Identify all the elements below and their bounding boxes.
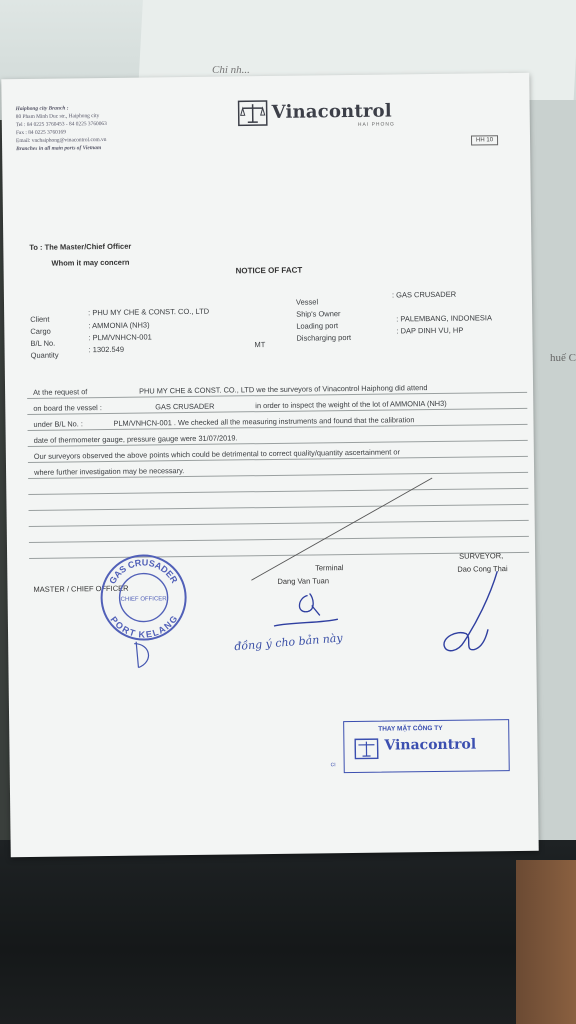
client-label: Client	[30, 314, 50, 324]
owner-label: Ship's Owner	[296, 309, 341, 319]
master-signature	[128, 637, 158, 671]
terminal-label: Terminal	[315, 563, 344, 573]
terminal-name: Dang Van Tuan	[277, 576, 330, 586]
handwritten-note: đồng ý cho bản này	[233, 631, 344, 654]
terminal-signature	[264, 589, 345, 634]
scales-icon	[238, 100, 268, 126]
ship-stamp-center: CHIEF OFFICER	[120, 596, 167, 603]
notice-document	[1, 73, 538, 857]
logo-wordmark: Vinacontrol	[271, 100, 392, 123]
branch-tel: Tel : 84 0225 3760453 - 84 0225 3760063	[15, 120, 107, 129]
cargo-label: Cargo	[30, 326, 51, 336]
logo-subtitle: HAI PHONG	[357, 121, 395, 128]
loading-value: : PALEMBANG, INDONESIA	[396, 313, 492, 324]
branch-title: Haiphong city Branch :	[15, 105, 69, 113]
letterhead-branch	[16, 104, 108, 153]
quantity-unit: MT	[254, 340, 266, 350]
surveyor-name: Dao Cong Thai	[457, 564, 508, 574]
ship-stamp	[97, 551, 190, 644]
branch-fax: Fax : 84 0225 3760169	[15, 129, 66, 137]
client-value: : PHU MY CHE & CONST. CO., LTD	[88, 306, 210, 318]
background-wood	[516, 860, 576, 1024]
body-line-2a: on board the vessel :	[33, 403, 102, 413]
body-line-4: date of thermometer gauge, pressure gauge were 31/07/2019.	[33, 433, 238, 445]
recipient-secondary: Whom it may concern	[51, 257, 130, 268]
svg-text:GAS CRUSADER	[107, 557, 180, 586]
bl-value: : PLM/VNHCN-001	[88, 332, 152, 343]
company-stamp-title: THAY MẶT CÔNG TY	[378, 724, 443, 733]
branch-network: Branches in all main ports of Vietnam	[16, 145, 102, 153]
body-line-3a: under B/L No. :	[33, 419, 83, 429]
recipient-line: To : The Master/Chief Officer	[29, 241, 132, 252]
stamp-scales-icon	[354, 738, 378, 760]
background-right-text: huế C	[550, 352, 576, 364]
bl-label: B/L No.	[30, 338, 56, 348]
body-line-2c: in order to inspect the weight of the lot of AMMONIA (NH3)	[255, 398, 447, 411]
cargo-value: : AMMONIA (NH3)	[88, 320, 150, 331]
quantity-label: Quantity	[30, 350, 59, 360]
document-title: NOTICE OF FACT	[235, 265, 303, 276]
branch-address: 80 Pham Minh Duc str., Haiphong city	[15, 113, 100, 121]
loading-label: Loading port	[296, 321, 339, 331]
svg-text:PORT KELANG	[108, 614, 179, 640]
surveyor-label: SURVEYOR,	[459, 551, 504, 561]
vinacontrol-logo	[238, 98, 418, 140]
vessel-label: Vessel	[295, 297, 319, 307]
master-label: MASTER / CHIEF OFFICER	[33, 583, 129, 594]
body-line-3b: PLM/VNHCN-001 . We checked all the measuring instruments and found that the calibration	[113, 415, 415, 428]
company-stamp-ci: CI	[330, 762, 336, 769]
company-stamp	[330, 719, 510, 773]
background-paper-text: Chi nh...	[212, 64, 250, 76]
company-stamp-name: Vinacontrol	[384, 736, 477, 754]
body-line-1a: At the request of	[33, 387, 88, 397]
branch-email: Email: vnchaiphong@vinacontrol.com.vn	[15, 136, 107, 145]
body-line-1b: PHU MY CHE & CONST. CO., LTD we the surveyors of Vinacontrol Haiphong did attend	[139, 383, 428, 396]
discharging-label: Discharging port	[296, 333, 352, 343]
form-code: HH 10	[471, 135, 498, 145]
background-cloth	[0, 840, 576, 1024]
ship-stamp-top: GAS CRUSADER	[107, 557, 180, 586]
body-line-2b: GAS CRUSADER	[155, 401, 215, 412]
vessel-value: : GAS CRUSADER	[391, 289, 457, 300]
body-line-6: where further investigation may be necessary.	[34, 466, 185, 477]
ship-stamp-bottom: PORT KELANG	[108, 613, 180, 640]
quantity-value: : 1302.549	[88, 344, 125, 355]
discharging-value: : DAP DINH VU, HP	[396, 325, 464, 336]
surveyor-signature	[433, 567, 506, 658]
body-line-5: Our surveyors observed the above points which could be detrimental to correct quality/quantity ascertainment or	[33, 447, 400, 461]
